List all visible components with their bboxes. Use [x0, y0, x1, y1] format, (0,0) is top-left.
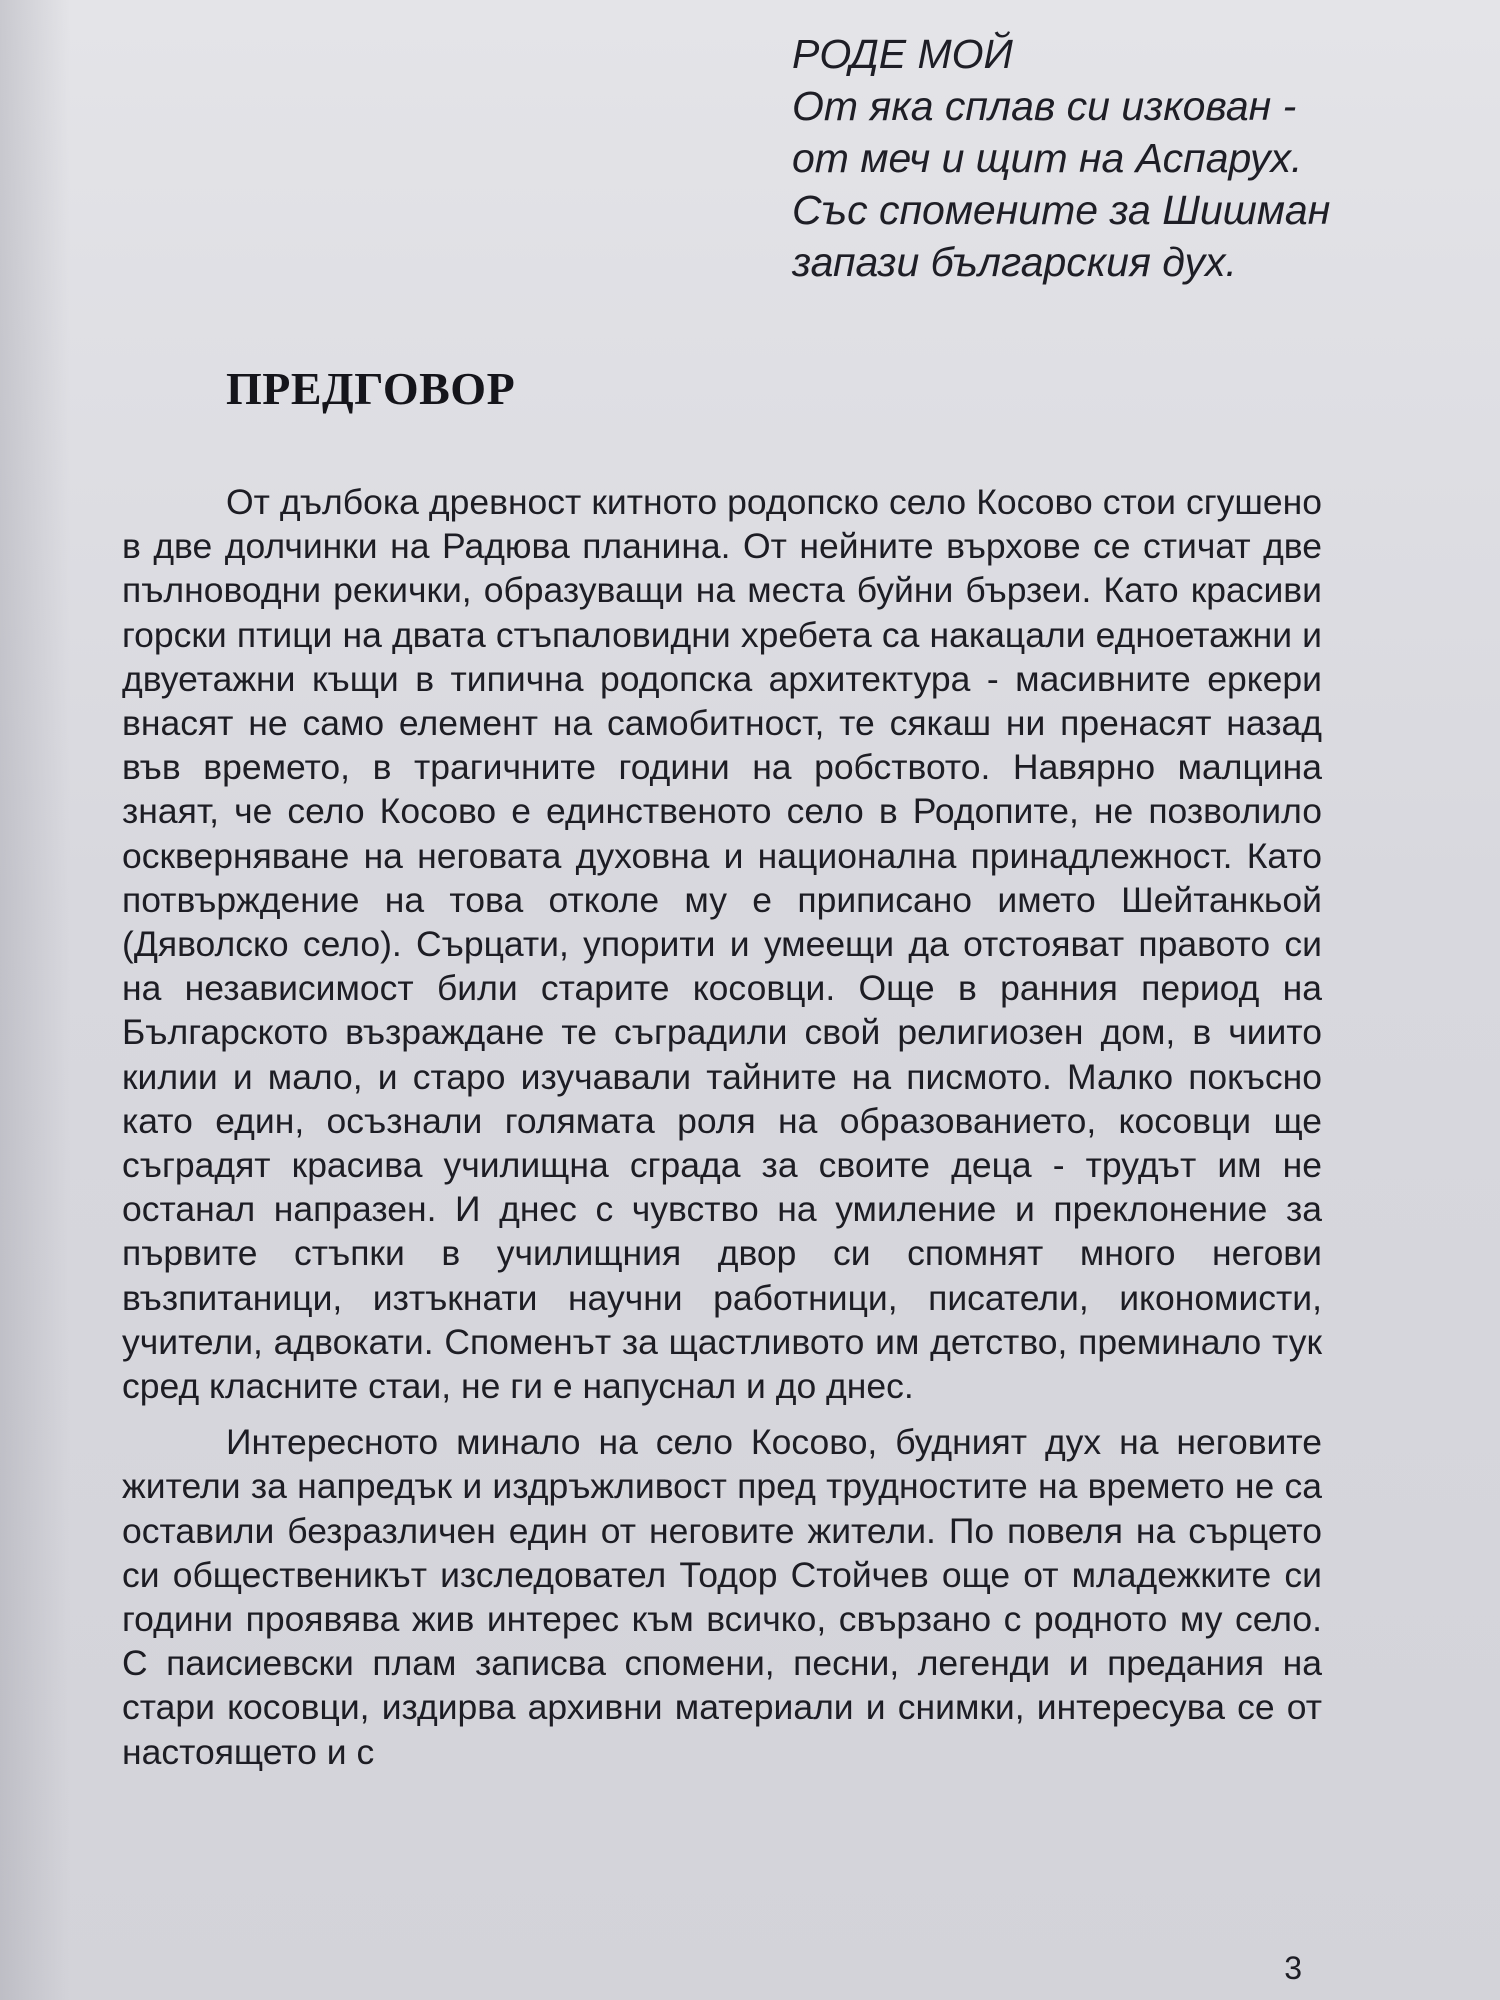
epigraph-title: РОДЕ МОЙ	[792, 31, 1013, 77]
paragraph: От дълбока древност китното родопско село Косово стои сгушено в две долчинки на Радюва планина. От нейните върхове се стичат две пълноводни рекички, образуващи на места буйни бързеи. Като красиви горски птици на двата стъпаловидни хребета са накацали едноетажни и двуетажни къщи в типична родопска архитектура - масивните еркери внасят не само елемент на самобитност, те сякаш ни пренасят назад във времето, в трагичните години на робството. Навярно малцина знаят, че село Косово е единственото село в Родопите, не позволило оскверняване на неговата духовна и национална принадлежност. Като потвърждение на това отколе му е приписано името Шейтанкьой (Дяволско село). Сърцати, упорити и умеещи да отстояват правото си на независимост били старите косовци. Още в ранния период на Българското възраждане те съградили свой религиозен дом, в чиито килии и мало, и старо изучавали тайните на писмото. Малко покъсно като един, осъзнали голямата роля на образованието, косовци ще съградят красива училищна сграда за своите деца - трудът им не останал напразен. И днес с чувство на умиление и преклонение за първите стъпки в училищния двор си спомнят много негови възпитаници, изтъкнати научни работници, писатели, икономисти, учители, адвокати. Споменът за щастливото им детство, преминало тук сред класните стаи, не ги е напуснал и до днес.	[122, 482, 1322, 1407]
epigraph-line: от меч и щит на Аспарух.	[792, 135, 1303, 181]
epigraph	[792, 28, 1352, 288]
body-text	[122, 480, 1322, 1774]
paragraph: Интересното минало на село Косово, будният дух на неговите жители за напредък и издръжливост пред трудностите на времето не са оставили безразличен един от неговите жители. По повеля на сърцето си общественикът изследовател Тодор Стойчев още от младежките си години проявява жив интерес към всичко, свързано с родното му село. С паисиевски плам записва спомени, песни, легенди и предания на стари косовци, издирва архивни материали и снимки, интересува се от настоящето и с	[122, 1422, 1322, 1772]
page-number: 3	[1284, 1950, 1302, 1986]
page-shadow	[0, 0, 70, 2000]
epigraph-line: От яка сплав си изкован -	[792, 83, 1297, 129]
epigraph-line: Със спомените за Шишман	[792, 187, 1331, 233]
section-heading: ПРЕДГОВОР	[226, 363, 516, 414]
epigraph-line: запази българския дух.	[792, 239, 1237, 285]
